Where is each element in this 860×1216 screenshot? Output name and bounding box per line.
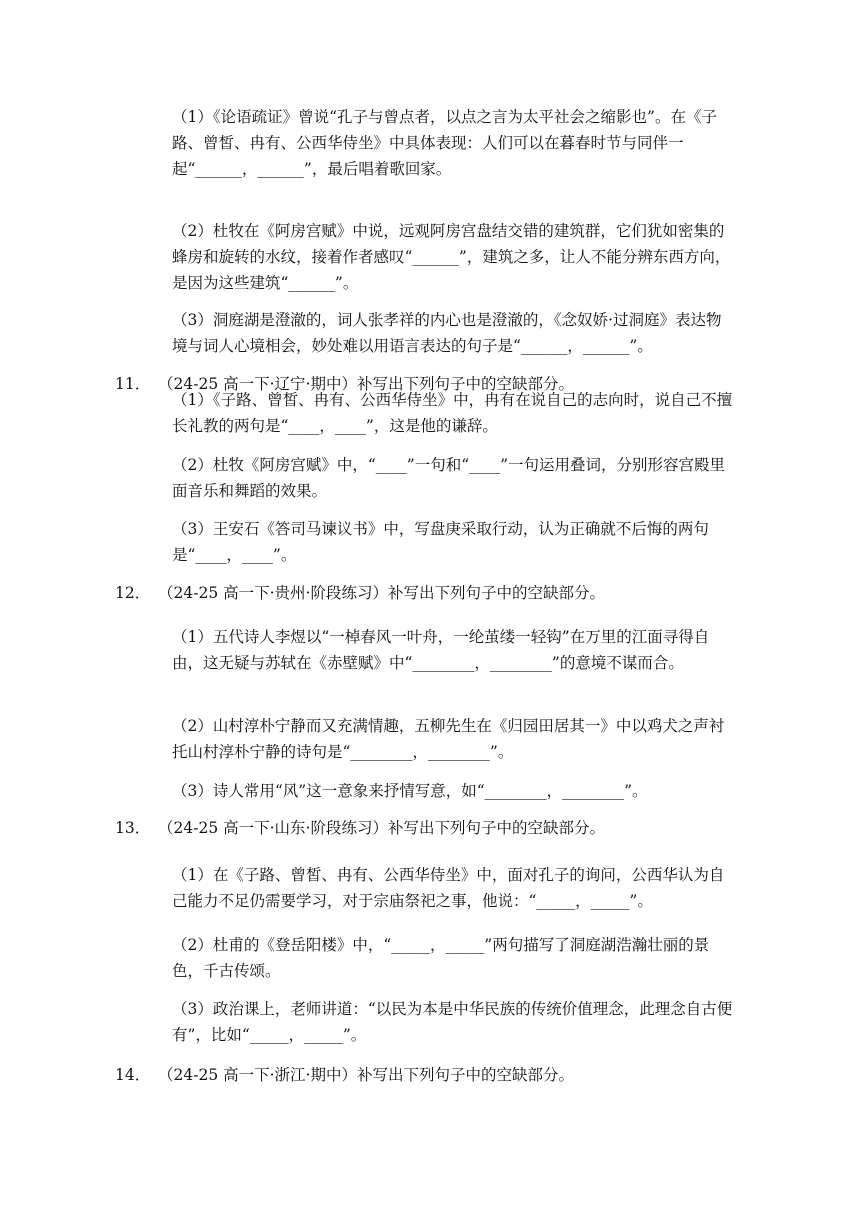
sub-question-3: （3）王安石《答司马谏议书》中，写盘庚采取行动，认为正确就不后悔的两句是“____，____”。 bbox=[172, 520, 709, 564]
question-prompt: （24-25 高一下·浙江·期中）补写出下列句子中的空缺部分。 bbox=[158, 1066, 574, 1084]
sub-question-3: （3）政治课上，老师讲道：“以民为本是中华民族的传统价值理念，此理念自古便有”，比如“_____，_____”。 bbox=[172, 1000, 733, 1044]
sub-question-1: （1）五代诗人李煜以“一棹春风一叶舟，一纶茧缕一轻钩”在万里的江面寻得自由，这无疑与苏轼在《赤壁赋》中“________，________”的意境不谋而合。 bbox=[172, 628, 710, 672]
sub-question-2: （2）杜牧《阿房宫赋》中，“____”一句和“____”一句运用叠词，分别形容宫殿里面音乐和舞蹈的效果。 bbox=[172, 456, 726, 500]
sub-question-2: （2）山村淳朴宁静而又充满情趣，五柳先生在《归园田居其一》中以鸡犬之声衬托山村淳朴宁静的诗句是“________，________”。 bbox=[172, 717, 725, 761]
sub-question-3: （3）洞庭湖是澄澈的，词人张孝祥的内心也是澄澈的，《念奴娇·过洞庭》表达物境与词人心境相会，妙处难以用语言表达的句子是“______，______”。 bbox=[172, 311, 722, 355]
sub-question-2: （2）杜牧在《阿房宫赋》中说，远观阿房宫盘结交错的建筑群，它们犹如密集的蜂房和旋转的水纹，接着作者感叹“______”，建筑之多，让人不能分辨东西方向，是因为这些建筑“______”。 bbox=[172, 222, 731, 292]
question-prompt: （24-25 高一下·辽宁·期中）补写出下列句子中的空缺部分。 bbox=[158, 375, 574, 393]
sub-question-1: （1）《子路、曾皙、冉有、公西华侍坐》中，冉有在说自己的志向时，说自己不擅长礼教的两句是“____，____”，这是他的谦辞。 bbox=[172, 391, 733, 435]
question-number: 14． bbox=[115, 1066, 151, 1084]
sub-question-1: （1）在《子路、曾皙、冉有、公西华侍坐》中，面对孔子的询问，公西华认为自己能力不足仍需要学习，对于宗庙祭祀之事，他说：“_____，_____”。 bbox=[172, 866, 725, 910]
sub-question-2: （2）杜甫的《登岳阳楼》中，“_____，_____”两句描写了洞庭湖浩瀚壮丽的景色，千古传颂。 bbox=[172, 936, 710, 980]
question-number: 11． bbox=[115, 375, 151, 393]
question-prompt: （24-25 高一下·山东·阶段练习）补写出下列句子中的空缺部分。 bbox=[158, 819, 605, 837]
sub-question-1: （1）《论语疏证》曾说“孔子与曾点者，以点之言为太平社会之缩影也”。在《子路、曾皙、冉有、公西华侍坐》中具体表现：人们可以在暮春时节与同伴一起“______，______”，最后唱着歌回家。 bbox=[172, 108, 717, 178]
sub-question-3: （3）诗人常用“风”这一意象来抒情写意，如“________，________”。 bbox=[172, 782, 648, 800]
question-number: 13． bbox=[115, 819, 151, 837]
question-prompt: （24-25 高一下·贵州·阶段练习）补写出下列句子中的空缺部分。 bbox=[158, 584, 605, 602]
question-number: 12． bbox=[115, 584, 151, 602]
